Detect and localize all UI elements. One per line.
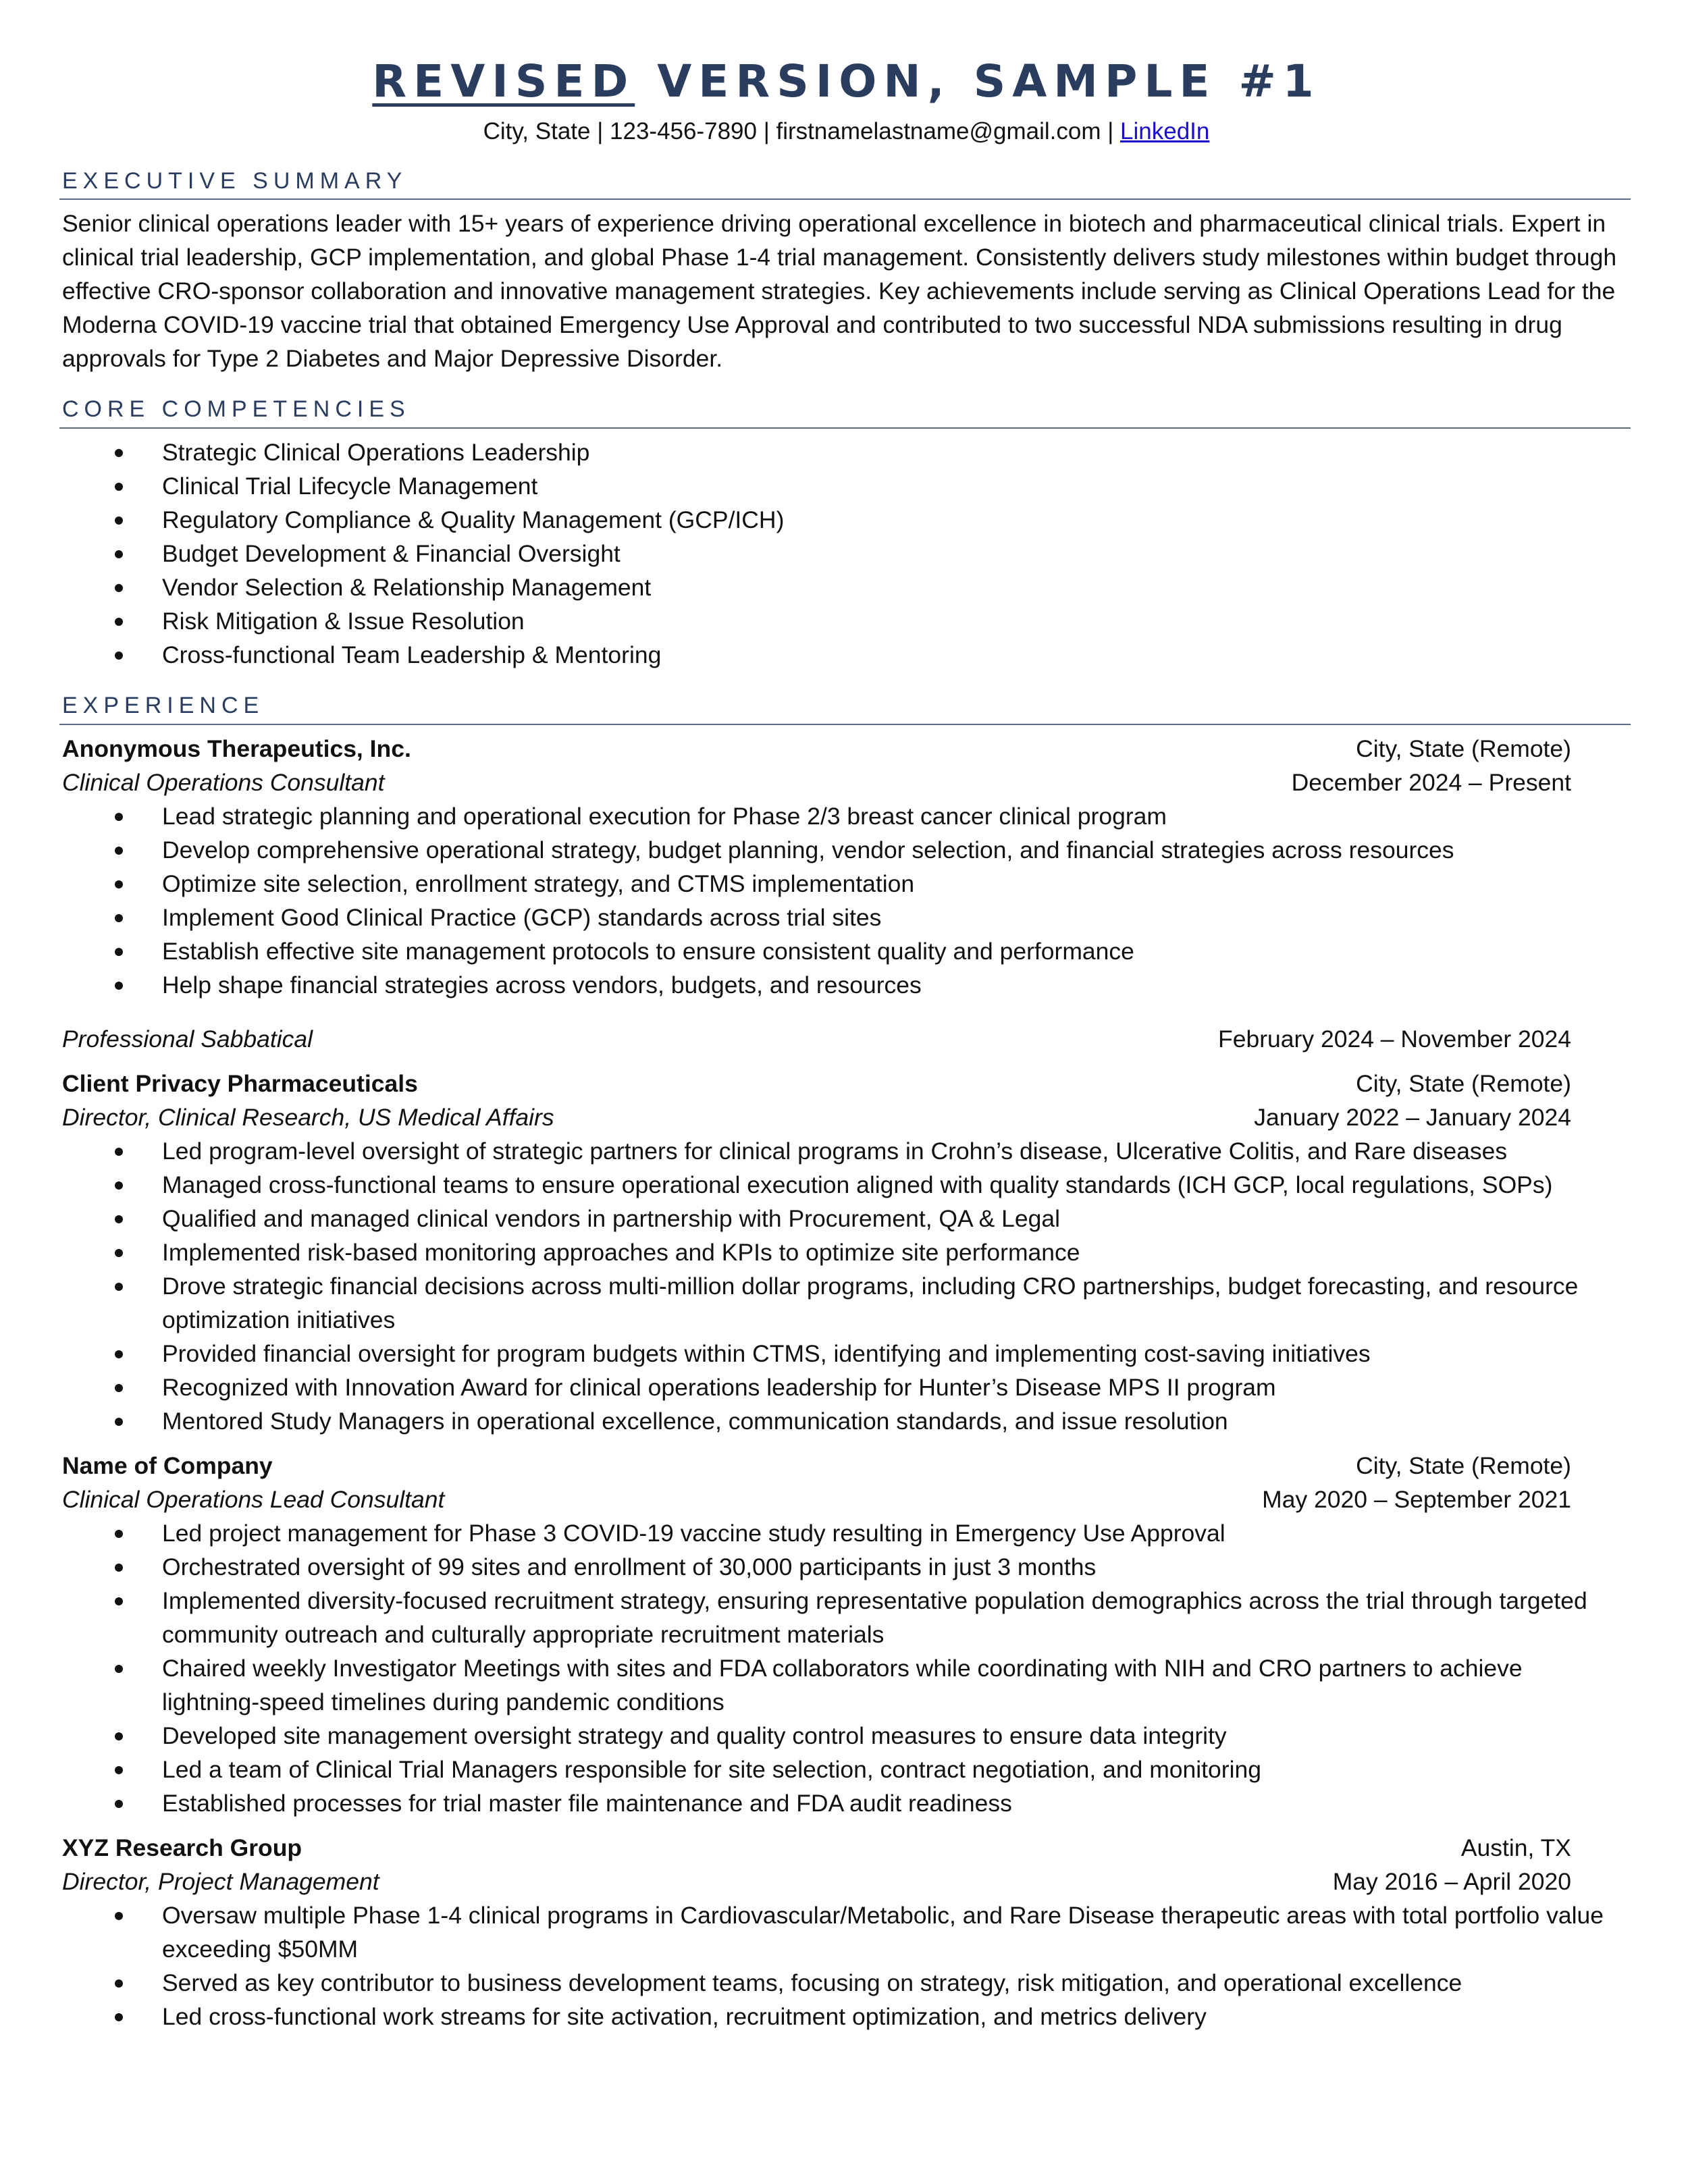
competencies-list — [62, 435, 1631, 672]
list-item-text: Orchestrated oversight of 99 sites and enrollment of 30,000 participants in just 3 months — [162, 1553, 1097, 1580]
list-item-text: Implement Good Clinical Practice (GCP) standards across trial sites — [162, 903, 882, 931]
summary-paragraph: Senior clinical operations leader with 15+ years of experience driving operational excellence in biotech and pharmaceutical clinical trials. Expert in clinical trial leadership, GCP implementation, and global Phase 1-4 trial management. Consistently delivers study milestones within budget through effective CRO-sponsor collaboration and innovative management strategies. Key achievements include serving as Clinical Operations Lead for the Moderna COVID-19 vaccine trial that obtained Emergency Use Approval and contributed to two successful NDA submissions resulting in drug approvals for Type 2 Diabetes and Major Depressive Disorder. — [62, 210, 1617, 373]
bullet-icon — [115, 651, 123, 660]
list-item-text: Help shape financial strategies across vendors, budgets, and resources — [162, 971, 922, 998]
company-name: Anonymous Therapeutics, Inc. — [62, 735, 411, 762]
list-item — [62, 503, 1631, 537]
list-item — [62, 799, 1631, 833]
list-item-text: Served as key contributor to business development teams, focusing on strategy, risk mitigation, and operational excellence — [162, 1969, 1462, 1996]
job-dates: January 2022 – January 2024 — [1254, 1103, 1571, 1131]
list-item-text: Led cross-functional work streams for site activation, recruitment optimization, and metrics delivery — [162, 2002, 1207, 2030]
bullet-icon — [115, 1732, 123, 1740]
bullet-icon — [115, 1418, 123, 1426]
bullet-icon — [115, 449, 123, 457]
bullet-icon — [115, 550, 123, 558]
title-rest: VERSION, SAMPLE #1 — [635, 55, 1321, 107]
list-item-text: Drove strategic financial decisions across multi-million dollar programs, including CRO partnerships, budget forecasting, and resource optimization initiatives — [162, 1272, 1579, 1333]
company-name: Name of Company — [62, 1451, 273, 1479]
list-item — [62, 570, 1631, 604]
bullet-icon — [115, 880, 123, 888]
list-item — [62, 1550, 1631, 1584]
bullet-icon — [115, 2013, 123, 2021]
list-item — [62, 1370, 1631, 1404]
job-dates: May 2016 – April 2020 — [1332, 1867, 1571, 1895]
list-item-text: Risk Mitigation & Issue Resolution — [162, 608, 525, 635]
list-item — [62, 1898, 1631, 1966]
bullet-icon — [115, 1912, 123, 1920]
company-name: Client Privacy Pharmaceuticals — [62, 1069, 418, 1097]
bullet-icon — [115, 584, 123, 592]
list-item-text: Budget Development & Financial Oversight — [162, 540, 621, 568]
list-item — [62, 2000, 1631, 2033]
list-item — [62, 1651, 1631, 1719]
bullet-icon — [115, 1597, 123, 1605]
list-item — [62, 469, 1631, 503]
company-name: XYZ Research Group — [62, 1834, 302, 1861]
bullet-icon — [115, 1350, 123, 1358]
job-entry-name-of-company — [62, 1449, 1631, 1820]
section-heading-experience: EXPERIENCE — [59, 692, 1631, 725]
job-bullets — [62, 1898, 1631, 2033]
list-item — [62, 1269, 1631, 1337]
bullet-icon — [115, 1665, 123, 1673]
list-item — [62, 833, 1631, 867]
list-item-text: Mentored Study Managers in operational excellence, communication standards, and issue resolution — [162, 1407, 1228, 1435]
bullet-icon — [115, 1530, 123, 1538]
linkedin-link[interactable]: LinkedIn — [1120, 118, 1210, 144]
list-item-text: Led project management for Phase 3 COVID-19 vaccine study resulting in Emergency Use Approval — [162, 1519, 1225, 1547]
list-item — [62, 537, 1631, 570]
contact-line — [62, 116, 1631, 147]
bullet-icon — [115, 1384, 123, 1392]
list-item — [62, 1719, 1631, 1753]
list-item-text: Establish effective site management protocols to ensure consistent quality and performance — [162, 937, 1134, 965]
job-role-row — [62, 1100, 1571, 1134]
list-item-text: Developed site management oversight strategy and quality control measures to ensure data integrity — [162, 1722, 1227, 1749]
list-item-text: Develop comprehensive operational strategy, budget planning, vendor selection, and financial strategies across resources — [162, 836, 1454, 863]
list-item-text: Led a team of Clinical Trial Managers responsible for site selection, contract negotiation, and monitoring — [162, 1755, 1261, 1783]
list-item — [62, 1786, 1631, 1820]
list-item — [62, 1235, 1631, 1269]
list-item — [62, 934, 1631, 968]
job-bullets — [62, 799, 1631, 1002]
job-header-row — [62, 1067, 1571, 1100]
job-header-row — [62, 1449, 1571, 1483]
bullet-icon — [115, 1800, 123, 1808]
job-dates: May 2020 – September 2021 — [1262, 1485, 1571, 1513]
job-location: Austin, TX — [1460, 1834, 1571, 1861]
list-item-text: Implemented diversity-focused recruitment strategy, ensuring representative population demographics across the trial through targeted community outreach and culturally appropriate recruitment materials — [162, 1587, 1587, 1648]
job-title: Clinical Operations Lead Consultant — [62, 1485, 445, 1513]
bullet-icon — [115, 847, 123, 855]
list-item-text: Oversaw multiple Phase 1-4 clinical programs in Cardiovascular/Metabolic, and Rare Disease therapeutic areas with total portfolio value exceeding $50MM — [162, 1901, 1604, 1963]
list-item-text: Led program-level oversight of strategic partners for clinical programs in Crohn’s disease, Ulcerative Colitis, and Rare diseases — [162, 1137, 1508, 1165]
job-title: Director, Project Management — [62, 1867, 379, 1895]
job-header-row — [62, 732, 1571, 766]
list-item — [62, 1516, 1631, 1550]
job-header-row — [62, 1831, 1571, 1865]
list-item-text: Clinical Trial Lifecycle Management — [162, 473, 538, 500]
list-item — [62, 638, 1631, 672]
section-heading-executive-summary: EXECUTIVE SUMMARY — [59, 167, 1631, 201]
list-item-text: Managed cross-functional teams to ensure operational execution aligned with quality standards (ICH GCP, local regulations, SOPs) — [162, 1171, 1553, 1198]
list-item — [62, 1168, 1631, 1202]
list-item — [62, 435, 1631, 469]
list-item-text: Established processes for trial master file maintenance and FDA audit readiness — [162, 1789, 1012, 1817]
list-item-text: Recognized with Innovation Award for clinical operations leadership for Hunter’s Disease MPS II program — [162, 1373, 1276, 1401]
contact-text: City, State | 123-456-7890 | firstnamelastname@gmail.com | — [483, 118, 1121, 144]
job-title: Director, Clinical Research, US Medical Affairs — [62, 1103, 554, 1131]
bullet-icon — [115, 1283, 123, 1291]
bullet-icon — [115, 1215, 123, 1223]
list-item — [62, 1404, 1631, 1438]
bullet-icon — [115, 813, 123, 821]
list-item-text: Chaired weekly Investigator Meetings with sites and FDA collaborators while coordinating with NIH and CRO partners to achieve lightning-speed timelines during pandemic conditions — [162, 1654, 1523, 1715]
bullet-icon — [115, 483, 123, 491]
list-item — [62, 1134, 1631, 1168]
job-location: City, State (Remote) — [1356, 1451, 1571, 1479]
list-item — [62, 1202, 1631, 1235]
list-item — [62, 867, 1631, 901]
bullet-icon — [115, 914, 123, 922]
list-item — [62, 604, 1631, 638]
bullet-icon — [115, 982, 123, 990]
job-dates: December 2024 – Present — [1291, 768, 1571, 796]
list-item — [62, 968, 1631, 1002]
list-item — [62, 1753, 1631, 1786]
bullet-icon — [115, 1148, 123, 1156]
title-underlined-word: REVISED — [372, 55, 635, 107]
bullet-icon — [115, 1979, 123, 1988]
list-item — [62, 1584, 1631, 1651]
list-item — [62, 1337, 1631, 1370]
sabbatical-row — [62, 1022, 1571, 1056]
job-title: Clinical Operations Consultant — [62, 768, 385, 796]
job-role-row — [62, 1483, 1571, 1516]
bullet-icon — [115, 948, 123, 956]
bullet-icon — [115, 1249, 123, 1257]
bullet-icon — [115, 618, 123, 626]
bullet-icon — [115, 1766, 123, 1774]
list-item — [62, 901, 1631, 934]
list-item-text: Optimize site selection, enrollment strategy, and CTMS implementation — [162, 870, 915, 897]
list-item-text: Strategic Clinical Operations Leadership — [162, 439, 590, 467]
list-item-text: Implemented risk-based monitoring approaches and KPIs to optimize site performance — [162, 1238, 1080, 1266]
list-item-text: Regulatory Compliance & Quality Management (GCP/ICH) — [162, 506, 785, 534]
job-entry-client-privacy-pharmaceuticals — [62, 1067, 1631, 1438]
list-item-text: Lead strategic planning and operational execution for Phase 2/3 breast cancer clinical program — [162, 802, 1167, 830]
bullet-icon — [115, 516, 123, 525]
bullet-icon — [115, 1564, 123, 1572]
job-bullets — [62, 1516, 1631, 1820]
list-item-text: Qualified and managed clinical vendors in partnership with Procurement, QA & Legal — [162, 1204, 1061, 1232]
bullet-icon — [115, 1181, 123, 1190]
list-item — [62, 1966, 1631, 2000]
job-bullets — [62, 1134, 1631, 1438]
sabbatical-dates: February 2024 – November 2024 — [1218, 1025, 1571, 1053]
job-entry-xyz-research-group — [62, 1831, 1631, 2033]
section-heading-core-competencies: CORE COMPETENCIES — [59, 396, 1631, 429]
list-item-text: Vendor Selection & Relationship Management — [162, 574, 652, 602]
job-role-row — [62, 766, 1571, 799]
sabbatical-label: Professional Sabbatical — [62, 1025, 313, 1053]
job-role-row — [62, 1865, 1571, 1898]
list-item-text: Provided financial oversight for program budgets within CTMS, identifying and implementing cost-saving initiatives — [162, 1339, 1371, 1367]
job-location: City, State (Remote) — [1356, 1069, 1571, 1097]
job-location: City, State (Remote) — [1356, 735, 1571, 762]
job-entry-anonymous-therapeutics — [62, 732, 1631, 1002]
page-title — [62, 55, 1631, 107]
list-item-text: Cross-functional Team Leadership & Mentoring — [162, 641, 662, 669]
